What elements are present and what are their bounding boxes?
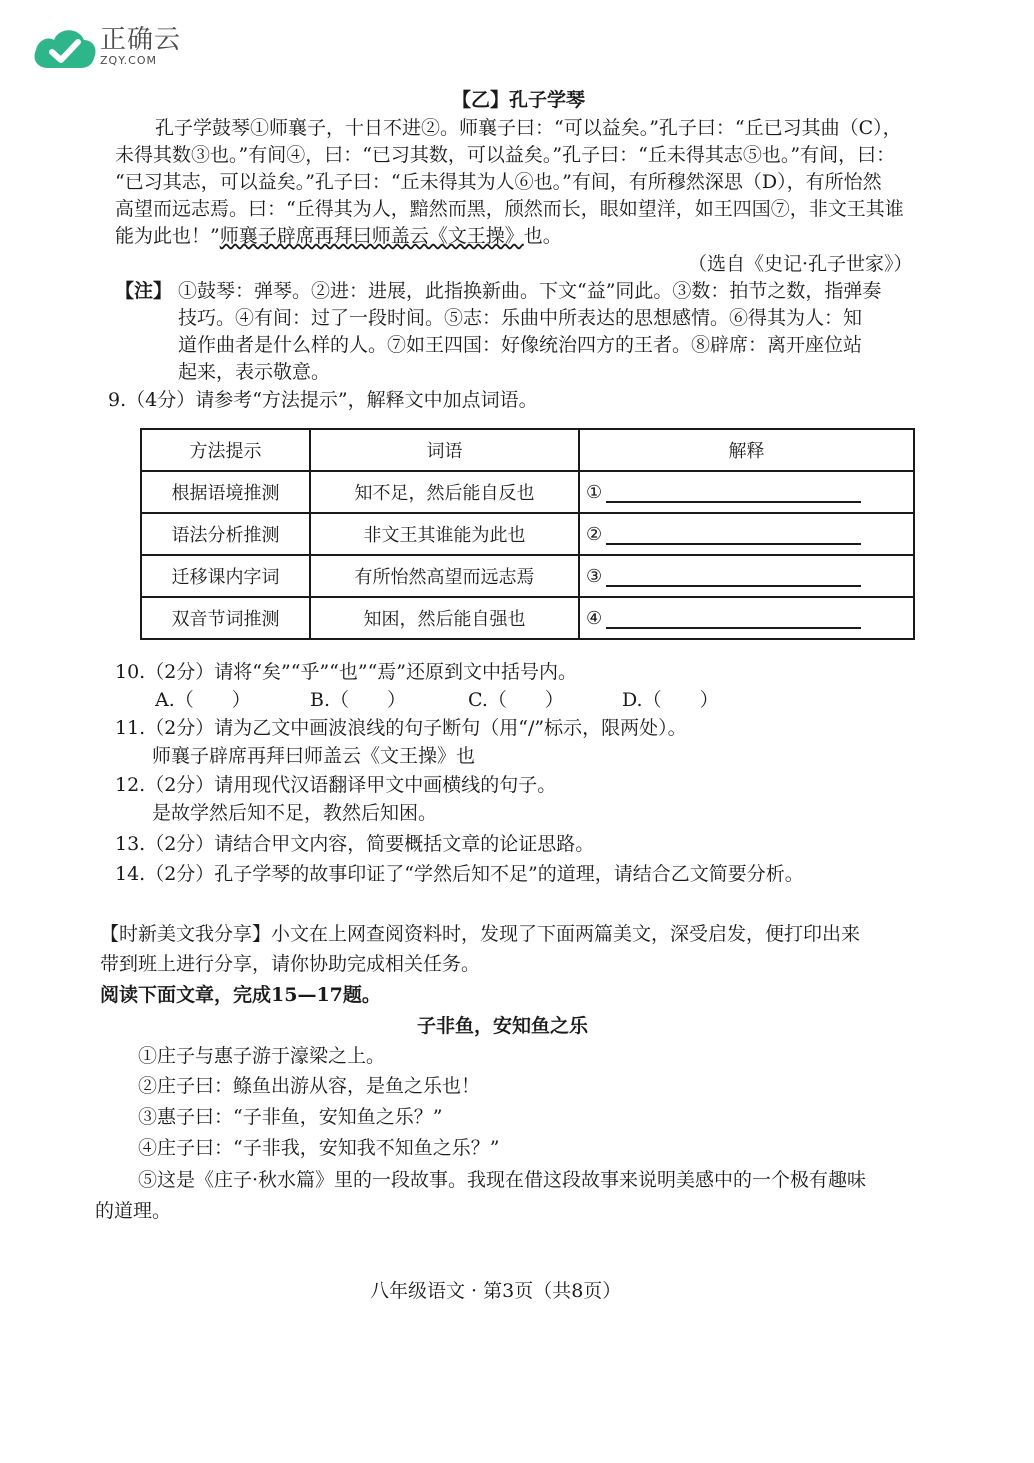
- table-row: [141, 555, 914, 597]
- option-d: D.（ ）: [622, 689, 719, 711]
- notes-line: 起来，表示敬意。: [178, 361, 331, 383]
- logo-domain: ZQY.COM: [100, 54, 158, 67]
- answer-cell[interactable]: [579, 555, 914, 597]
- answer-number: ③: [586, 565, 603, 587]
- passage-line: “已习其志，可以益矣。”孔子曰：“丘未得其为人⑥也。”有间，有所穆然深思（D），有所怡然: [115, 171, 882, 193]
- passage-line: 高望而远志焉。曰：“丘得其为人，黯然而黑，颀然而长，眼如望洋，如王四国⑦，非文王其谁: [115, 198, 904, 220]
- notes-line: 技巧。④有间：过了一段时间。⑤志：乐曲中所表达的思想感情。⑥得其为人：知: [178, 307, 863, 329]
- passage-title: 【乙】孔子学琴: [452, 89, 586, 111]
- question-13: 13.（2分）请结合甲文内容，简要概括文章的论证思路。: [115, 833, 595, 855]
- table-row: [141, 513, 914, 555]
- question-11: 11.（2分）请为乙文中画波浪线的句子断句（用“/”标示，限两处）。: [115, 717, 687, 739]
- notes-line: ①鼓琴：弹琴。②进：进展，此指换新曲。下文“益”同此。③数：拍节之数，指弹奏: [178, 280, 882, 302]
- table-row: [141, 597, 914, 639]
- answer-cell[interactable]: [579, 513, 914, 555]
- answer-blank[interactable]: [606, 487, 861, 503]
- logo-text: [100, 26, 181, 67]
- answer-cell[interactable]: [579, 471, 914, 513]
- reading-instruction: 阅读下面文章，完成15—17题。: [100, 984, 381, 1006]
- question-12: 12.（2分）请用现代汉语翻译甲文中画横线的句子。: [115, 774, 557, 796]
- table-header: 解释: [579, 429, 914, 471]
- option-a: A.（ ）: [155, 689, 251, 711]
- notes-label: 【注】: [115, 280, 173, 302]
- question-10: 10.（2分）请将“矣”“乎”“也”“焉”还原到文中括号内。: [115, 661, 578, 683]
- question-11-sentence: 师襄子辟席再拜曰师盖云《文王操》也: [152, 745, 476, 767]
- answer-number: ①: [586, 481, 603, 503]
- method-cell: 语法分析推测: [141, 513, 310, 555]
- passage-last-line: [115, 224, 562, 248]
- option-b: B.（ ）: [310, 689, 407, 711]
- question-9: 9.（4分）请参考“方法提示”，解释文中加点词语。: [108, 389, 538, 411]
- answer-number: ④: [586, 607, 603, 629]
- share-intro-cont: 带到班上进行分享，请你协助完成相关任务。: [100, 953, 481, 975]
- brand-logo: [30, 20, 100, 76]
- method-cell: 迁移课内字词: [141, 555, 310, 597]
- share-intro: 【时新美文我分享】小文在上网查阅资料时，发现了下面两篇美文，深受启发，便打印出来: [100, 923, 861, 945]
- answer-blank[interactable]: [606, 571, 861, 587]
- answer-cell[interactable]: [579, 597, 914, 639]
- option-c: C.（ ）: [468, 689, 564, 711]
- article-paragraph: ④庄子曰：“子非我，安知我不知鱼之乐？”: [138, 1137, 500, 1159]
- phrase-cell: 非文王其谁能为此也: [310, 513, 579, 555]
- article-paragraph-cont: 的道理。: [95, 1200, 172, 1222]
- phrase-cell: 知困，然后能自强也: [310, 597, 579, 639]
- question-12-sentence: 是故学然后知不足，教然后知困。: [152, 802, 438, 824]
- method-cell: 双音节词推测: [141, 597, 310, 639]
- notes-line: 道作曲者是什么样的人。⑦如王四国：好像统治四方的王者。⑧辟席：离开座位站: [178, 334, 863, 356]
- page-footer: 八年级语文 · 第3页（共8页）: [370, 1280, 622, 1302]
- passage-last-end: 也。: [523, 225, 562, 247]
- wavy-sentence: 师襄子辟席再拜曰师盖云《文王操》: [219, 225, 524, 247]
- phrase-cell: 知不足，然后能自反也: [310, 471, 579, 513]
- phrase-cell: 有所怡然高望而远志焉: [310, 555, 579, 597]
- question-14: 14.（2分）孔子学琴的故事印证了“学然后知不足”的道理，请结合乙文简要分析。: [115, 863, 804, 885]
- answer-blank[interactable]: [606, 529, 861, 545]
- article-title: 子非鱼，安知鱼之乐: [417, 1015, 589, 1037]
- passage-source: （选自《史记·孔子世家》）: [688, 253, 913, 275]
- article-paragraph: ①庄子与惠子游于濠梁之上。: [138, 1045, 386, 1067]
- logo-brand: 正确云: [100, 25, 182, 55]
- table-row: [141, 471, 914, 513]
- article-paragraph: ②庄子曰：鲦鱼出游从容，是鱼之乐也！: [138, 1075, 481, 1097]
- table-header: 方法提示: [141, 429, 310, 471]
- passage-last-start: 能为此也！”: [115, 225, 220, 247]
- article-paragraph: ⑤这是《庄子·秋水篇》里的一段故事。我现在借这段故事来说明美感中的一个极有趣味: [138, 1169, 867, 1191]
- article-paragraph: ③惠子曰：“子非鱼，安知鱼之乐？”: [138, 1106, 443, 1128]
- passage-line: 未得其数③也。”有间④，曰：“已习其数，可以益矣。”孔子曰：“丘未得其志⑤也。”有间，曰：: [115, 144, 896, 166]
- answer-number: ②: [586, 523, 603, 545]
- passage-line: 孔子学鼓琴①师襄子，十日不进②。师襄子曰：“可以益矣。”孔子曰：“丘已习其曲（C），: [155, 117, 902, 139]
- table-header: 词语: [310, 429, 579, 471]
- table-header-row: [141, 429, 914, 471]
- method-table: [140, 428, 915, 640]
- method-cell: 根据语境推测: [141, 471, 310, 513]
- answer-blank[interactable]: [606, 613, 861, 629]
